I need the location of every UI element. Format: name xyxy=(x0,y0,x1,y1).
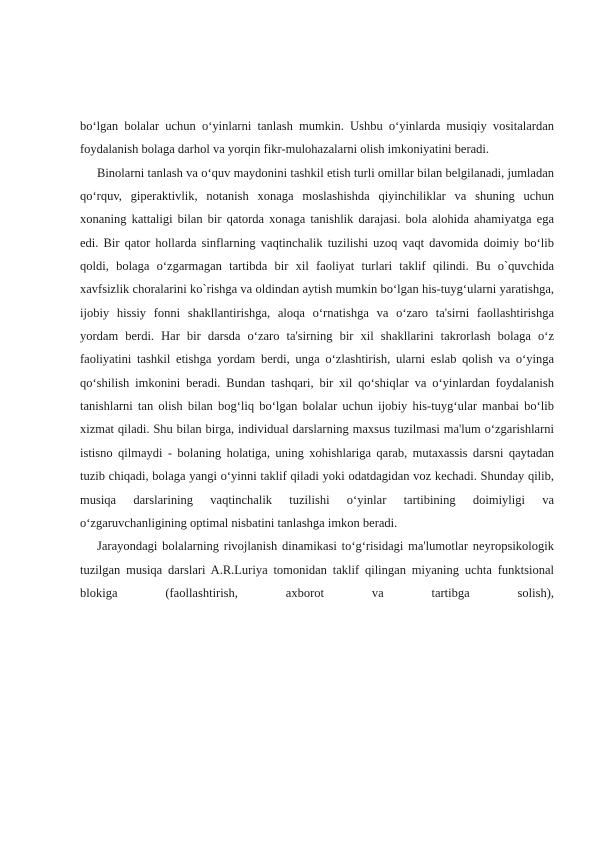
paragraph-2: Binolarni tanlash va o‘quv maydonini tashkil etish turli omillar bilan belgilanadi, jumladan qo‘rquv, giperaktivlik, notanish xonaga moslashishda qiyinchiliklar va shuning uchun xonaning kattaligi bilan bir qatorda xonaga tanishlik darajasi. bola alohida ahamiyatga ega edi. Bir qator hollarda sinflarning vaqtinchalik tuzilishi uzoq vaqt davomida doimiy bo‘lib qoldi, bolaga o‘zgarmagan tartibda bir xil faoliyat turlari taklif qilindi. Bu o`quvchida xavfsizlik choralarini ko`rishga va oldindan aytish mumkin bo‘lgan his-tuyg‘ularni yaratishga, ijobiy hissiy fonni shakllantirishga, aloqa o‘rnatishga va o‘zaro ta'sirni faollashtirishga yordam berdi. Har bir darsda o‘zaro ta'sirning bir xil shakllarini takrorlash bolaga o‘z faoliyatini tashkil etishga yordam berdi, unga o‘zlashtirish, ularni eslab qolish va o‘yinga qo‘shilish imkonini beradi. Bundan tashqari, bir xil qo‘shiqlar va o‘yinlardan foydalanish tanishlarni tan olish bilan bog‘liq bo‘lgan bolalar uchun ijobiy his-tuyg‘ular manbai bo‘lib xizmat qiladi. Shu bilan birga, individual darslarning maxsus tuzilmasi ma'lum o‘zgarishlarni istisno qilmaydi - bolaning holatiga, uning xohishlariga qarab, mutaxassis darsni qaytadan tuzib chiqadi, bolaga yangi o‘yinni taklif qiladi yoki odatdagidan voz kechadi. Shunday qilib, musiqa darslarining vaqtinchalik tuzilishi o‘yinlar tartibining doimiyligi va o‘zgaruvchanligining optimal nisbatini tanlashga imkon beradi. xyxy=(80,165,554,530)
paragraph-3: Jarayondagi bolalarning rivojlanish dinamikasi to‘g‘risidagi ma'lumotlar neyropsikologik tuzilgan musiqa darslari A.R.Luriya tomonidan taklif qilingan miyaning uchta funktsional blokiga (faollashtirish, axborot va tartibga solish), xyxy=(80,539,554,600)
document-page xyxy=(80,115,554,605)
paragraph-1: bo‘lgan bolalar uchun o‘yinlarni tanlash mumkin. Ushbu o‘yinlarda musiqiy vositalardan foydalanish bolaga darhol va yorqin fikr-mulohazalarni olish imkoniyatini beradi. xyxy=(80,119,554,157)
